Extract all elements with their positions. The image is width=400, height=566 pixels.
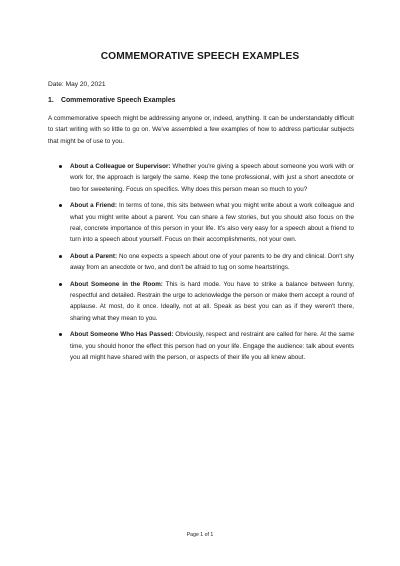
list-item-lead: About a Parent: (70, 252, 118, 260)
bullet-icon (59, 255, 62, 258)
bullet-icon (59, 204, 62, 207)
list-item-text: In terms of tone, this sits between what you might write about a work colleague and what you might write about a parent. You can share a few stories, but you should also focus on the real, concrete importance of this person in your life. It's also very easy for a speech about a friend to turn into a speech about yourself. Focus on their accomplishments, not your own. (70, 202, 354, 244)
list-item-text: This is hard mode. You have to strike a balance between funny, respectful and detailed. Restrain the urge to acknowledge the person or make them accept a round of applause. At most, do it once. Ideally, not at all. Speak as best you can as if they weren't there, sharing what they mean to you. (70, 280, 354, 322)
page-footer: Page 1 of 1 (186, 532, 214, 538)
bullet-icon (59, 333, 62, 336)
list-item-someone-passed (48, 329, 354, 363)
document-date: Date: May 20, 2021 (48, 81, 106, 88)
list-item-lead: About Someone in the Room: (70, 280, 163, 288)
section-heading-text: Commemorative Speech Examples (61, 97, 176, 104)
list-item-text: Whether you're giving a speech about someone you work with or work for, the approach is largely the same. Keep the tone professional, with just a short anecdote or two for sweetening. Focus on specifics. Why does this person mean so much to you? (70, 163, 354, 193)
section-heading (48, 97, 176, 104)
bullet-icon (59, 165, 62, 168)
bullet-icon (59, 283, 62, 286)
list-item-friend (48, 200, 354, 246)
list-item-lead: About Someone Who Has Passed: (70, 331, 174, 339)
list-item-colleague (48, 161, 354, 195)
list-item-someone-in-room (48, 279, 354, 325)
section-number: 1. (48, 97, 54, 104)
document-title: COMMEMORATIVE SPEECH EXAMPLES (100, 51, 300, 62)
list-item-parent (48, 251, 354, 274)
list-item-text: Obviously, respect and restraint are called for here. At the same time, you should honor the effect this person had on your life. Engage the audience: talk about events you all might have shared with the person, or aspects of their life you all knew about. (70, 331, 354, 362)
intro-paragraph: A commemorative speech might be addressing anyone or, indeed, anything. It can be understandably difficult to start writing with so little to go on. We've assembled a few examples of how to address particular subjects that might be of use to you. (48, 115, 354, 145)
examples-list (48, 161, 354, 369)
list-item-lead: About a Colleague or Supervisor: (70, 163, 171, 170)
list-item-lead: About a Friend: (70, 202, 117, 210)
list-item-text: No one expects a speech about one of your parents to be dry and clinical. Don't shy away from an anecdote or two, and don't be afraid to tug on some heartstrings. (70, 252, 354, 272)
